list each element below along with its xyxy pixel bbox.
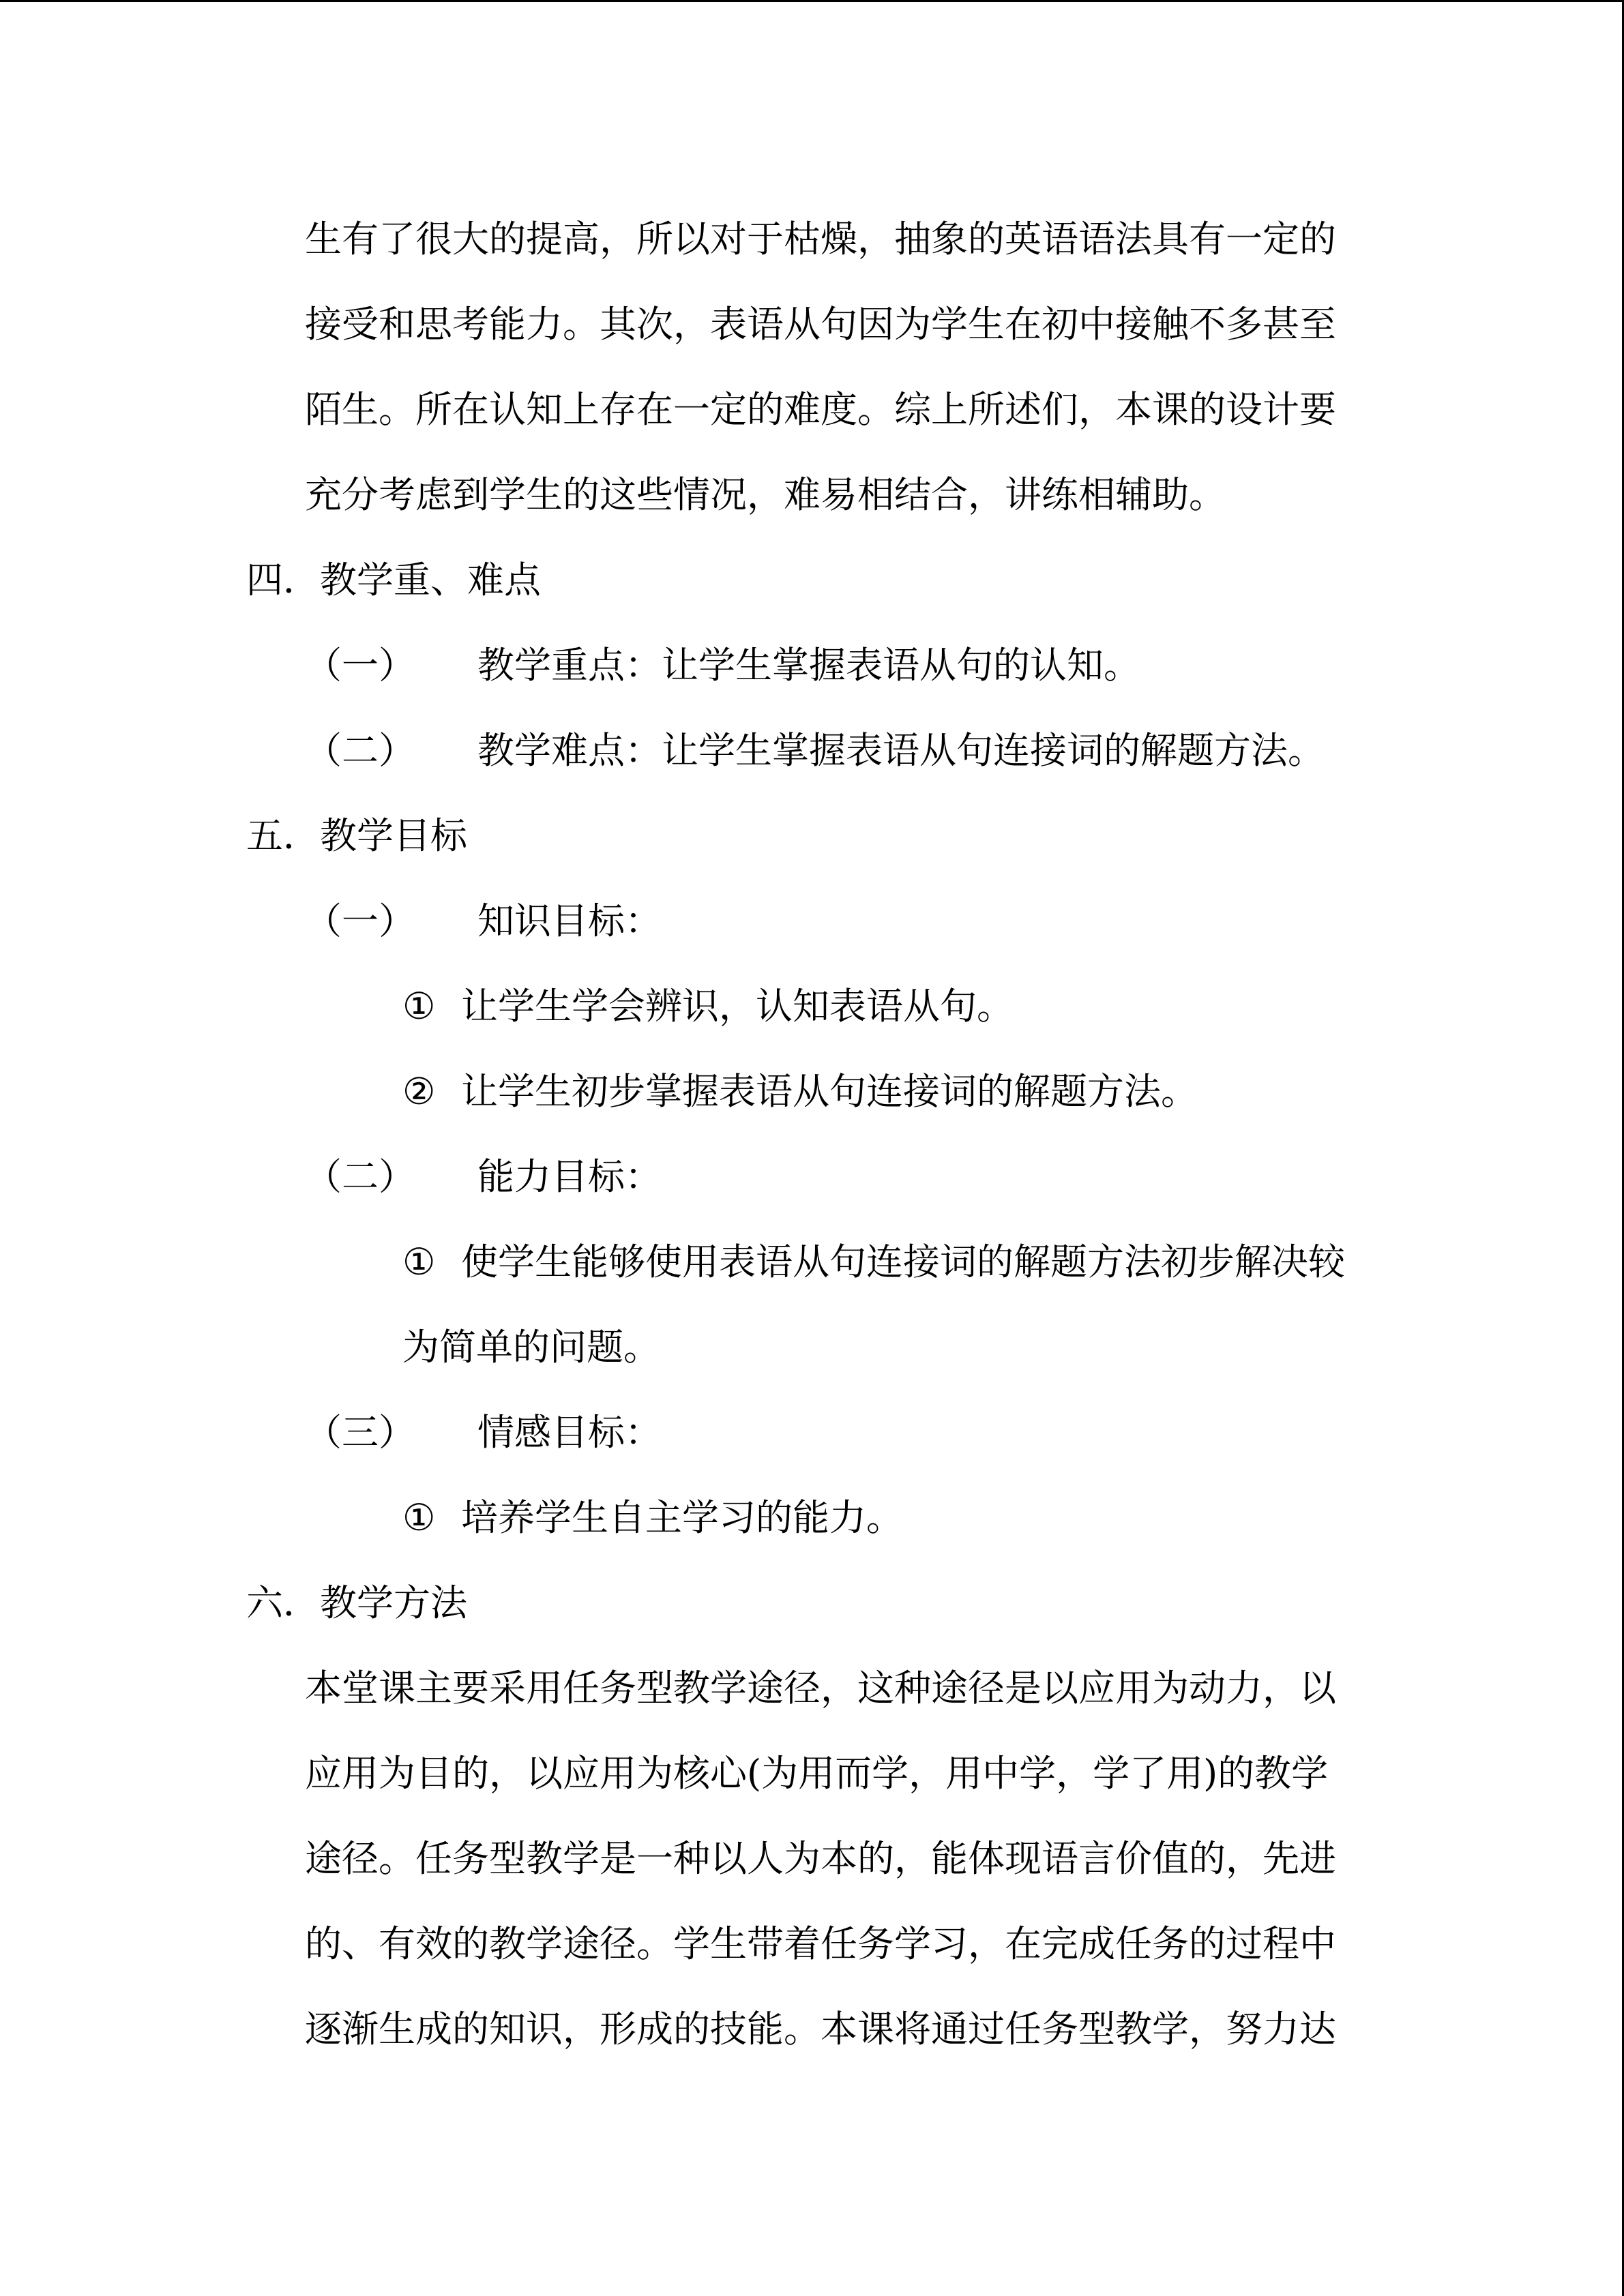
point-text: 让学生初步掌握表语从句连接词的解题方法。 bbox=[461, 1070, 1198, 1113]
paragraph-line: 应用为目的，以应用为核心(为用而学，用中学，学了用)的教学 bbox=[305, 1752, 1329, 1795]
item-text: 能力目标： bbox=[477, 1155, 662, 1198]
item-label: （三） bbox=[305, 1411, 415, 1454]
section-key-difficult-points bbox=[0, 537, 1622, 793]
item-text: 教学重点：让学生掌握表语从句的认知。 bbox=[477, 644, 1140, 687]
point-text: 培养学生自主学习的能力。 bbox=[461, 1496, 903, 1539]
point-text-continuation: 为简单的问题。 bbox=[402, 1326, 660, 1369]
paragraph-line: 逐渐生成的知识，形成的技能。本课将通过任务型教学，努力达 bbox=[305, 2008, 1336, 2051]
paragraph-line: 接受和思考能力。其次，表语从句因为学生在初中接触不多甚至 bbox=[305, 303, 1336, 346]
circled-number-marker: ① bbox=[402, 1496, 436, 1539]
point-text: 让学生学会辨识，认知表语从句。 bbox=[461, 985, 1014, 1028]
item-text: 知识目标： bbox=[477, 899, 662, 942]
objective-point bbox=[0, 1475, 1622, 1560]
difficult-point-item bbox=[0, 708, 1622, 793]
section-heading: 五．教学目标 bbox=[246, 814, 467, 857]
item-label: （一） bbox=[305, 644, 415, 687]
objective-group-title bbox=[0, 1390, 1622, 1475]
key-point-item bbox=[0, 623, 1622, 708]
paragraph-line: 本堂课主要采用任务型教学途径，这种途径是以应用为动力，以 bbox=[305, 1667, 1336, 1710]
intro-paragraph bbox=[0, 196, 1622, 537]
circled-number-marker: ② bbox=[402, 1070, 436, 1113]
item-label: （二） bbox=[305, 1155, 415, 1198]
item-label: （二） bbox=[305, 729, 415, 772]
objective-group-title bbox=[0, 878, 1622, 964]
point-text: 使学生能够使用表语从句连接词的解题方法初步解决较 bbox=[461, 1240, 1345, 1283]
section-heading: 四．教学重、难点 bbox=[246, 558, 541, 601]
objective-group-title bbox=[0, 1134, 1622, 1219]
paragraph-line: 陌生。所在认知上存在一定的难度。综上所述们，本课的设计要 bbox=[305, 388, 1336, 431]
paragraph-line: 生有了很大的提高，所以对于枯燥，抽象的英语语法具有一定的 bbox=[305, 218, 1336, 260]
objective-point bbox=[0, 964, 1622, 1049]
paragraph-line: 的、有效的教学途径。学生带着任务学习，在完成任务的过程中 bbox=[305, 1922, 1336, 1965]
page-content bbox=[0, 196, 1622, 2072]
circled-number-marker: ① bbox=[402, 1240, 436, 1283]
item-label: （一） bbox=[305, 899, 415, 942]
paragraph-line: 途径。任务型教学是一种以人为本的，能体现语言价值的，先进 bbox=[305, 1837, 1336, 1880]
item-text: 教学难点：让学生掌握表语从句连接词的解题方法。 bbox=[477, 729, 1325, 772]
section-teaching-methods bbox=[0, 1560, 1622, 2072]
section-heading: 六．教学方法 bbox=[246, 1581, 467, 1624]
paragraph-line: 充分考虑到学生的这些情况，难易相结合，讲练相辅助。 bbox=[305, 473, 1226, 516]
objective-point bbox=[0, 1049, 1622, 1134]
section-teaching-objectives bbox=[0, 793, 1622, 1560]
item-text: 情感目标： bbox=[477, 1411, 662, 1454]
circled-number-marker: ① bbox=[402, 985, 436, 1028]
objective-point bbox=[0, 1219, 1622, 1304]
